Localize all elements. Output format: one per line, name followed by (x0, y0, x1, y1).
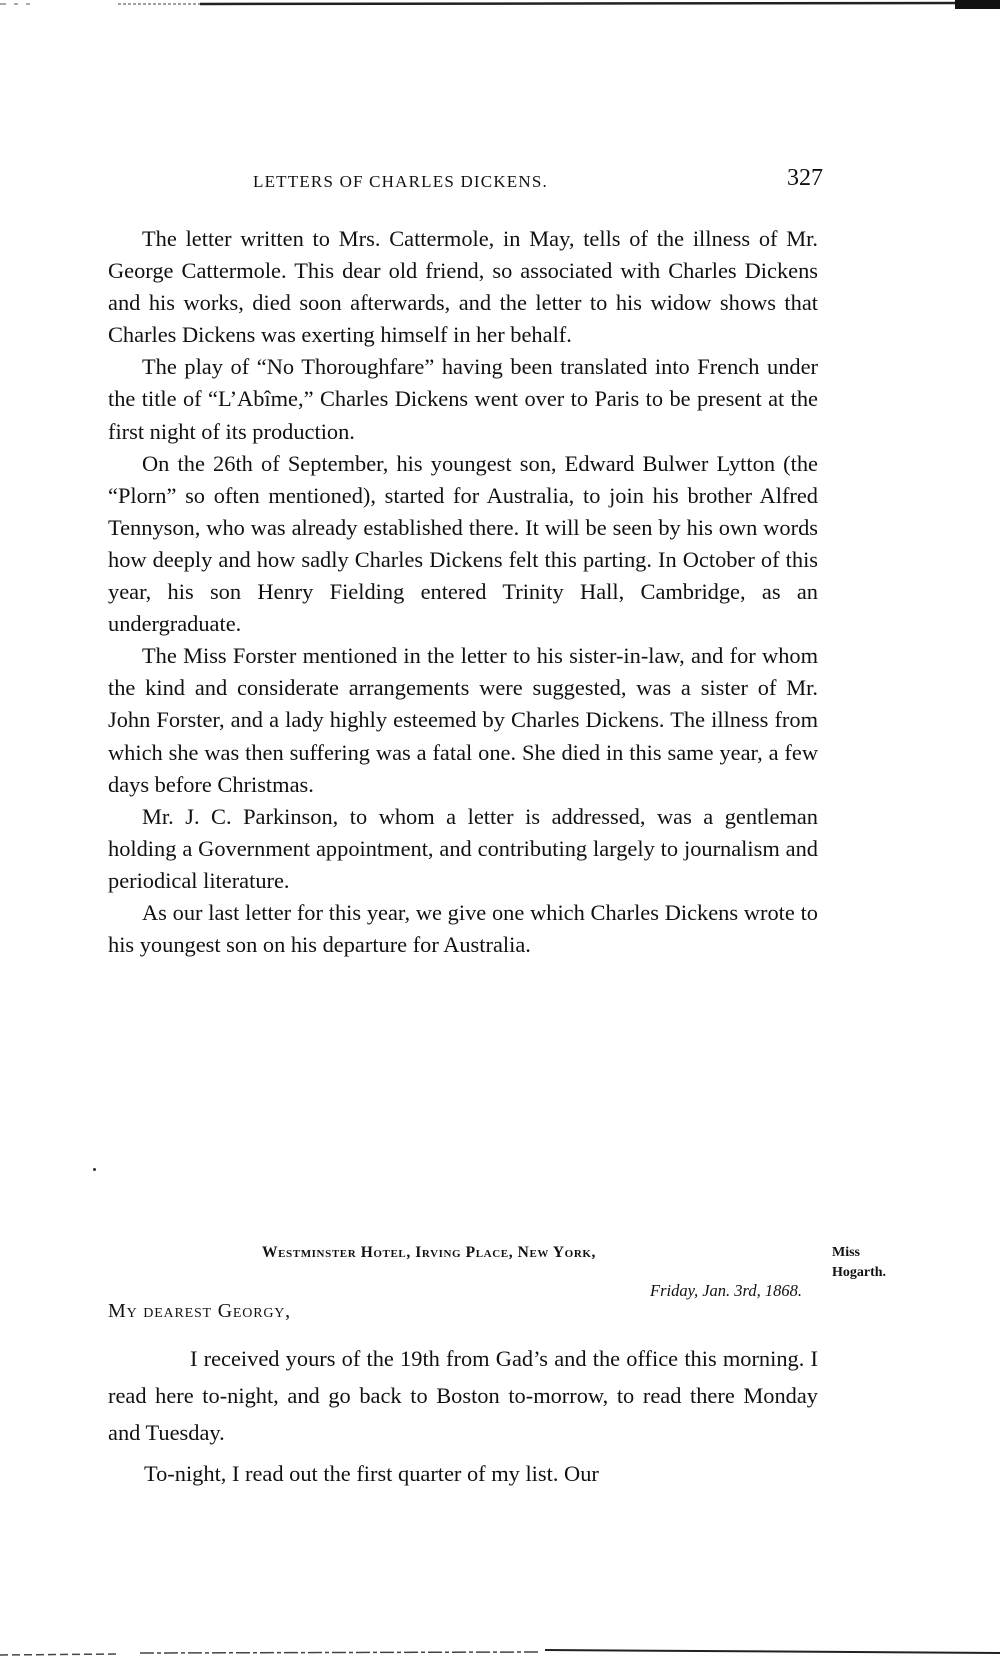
scan-edge-line (545, 1650, 1000, 1653)
recipient-margin-note (832, 1243, 886, 1283)
running-title: LETTERS OF CHARLES DICKENS. (253, 172, 548, 191)
letter-address: Westminster Hotel, Irving Place, New York, (262, 1244, 597, 1261)
intro-paragraph: As our last letter for this year, we give one which Charles Dickens wrote to his youngest son on his departure for Australia. (108, 899, 818, 958)
ink-speck (93, 1168, 96, 1171)
scan-top-edge (0, 0, 1000, 12)
letter-paragraph: I received yours of the 19th from Gad’s and the office this morning. I read here to-night, and go back to Boston to-morrow, to read there Monday and Tuesday. (108, 1346, 818, 1445)
recipient-note-line: Hogarth. (832, 1265, 887, 1280)
page-number: 327 (787, 165, 823, 191)
scan-edge-corner (955, 0, 1000, 9)
letter-date: Friday, Jan. 3rd, 1868. (649, 1281, 802, 1300)
scan-edge-line (200, 3, 960, 4)
scan-edge-dash (140, 1652, 540, 1653)
intro-text (108, 223, 818, 961)
running-head (108, 165, 823, 200)
scan-bottom-edge (0, 1640, 1000, 1666)
letter-paragraph: To-night, I read out the first quarter of my list. Our (144, 1461, 599, 1486)
intro-paragraph: Mr. J. C. Parkinson, to whom a letter is addressed, was a gentleman holding a Government appointment, and contributing largely to journalism and periodical literature. (108, 803, 818, 893)
letter-body (108, 1340, 818, 1496)
letter-salutation: My dearest Georgy, (108, 1300, 291, 1322)
intro-paragraph: The play of “No Thoroughfare” having been translated into French under the title of “L’Abîme,” Charles Dickens went over to Paris to be present at the first night of its production. (108, 354, 818, 444)
scan-edge-dash (0, 1654, 120, 1655)
intro-paragraph: The letter written to Mrs. Cattermole, in May, tells of the illness of Mr. George Cattermole. This dear old friend, so associated with Charles Dickens and his works, died soon afterwards, and the letter to his widow shows that Charles Dickens was exerting himself in her behalf. (108, 226, 818, 348)
intro-paragraph: The Miss Forster mentioned in the letter to his sister-in-law, and for whom the kind and considerate arrangements were suggested, was a sister of Mr. John Forster, and a lady highly esteemed by Charles Dickens. The illness from which she was then suffering was a fatal one. She died in this same year, a few days before Christmas. (108, 643, 818, 797)
intro-paragraph: On the 26th of September, his youngest son, Edward Bulwer Lytton (the “Plorn” so often mentioned), started for Australia, to join his brother Alfred Tennyson, who was already established there. It will be seen by his own words how deeply and how sadly Charles Dickens felt this parting. In October of this year, his son Henry Fielding entered Trinity Hall, Cambridge, as an undergraduate. (108, 450, 818, 637)
recipient-note-line: Miss (832, 1245, 860, 1260)
